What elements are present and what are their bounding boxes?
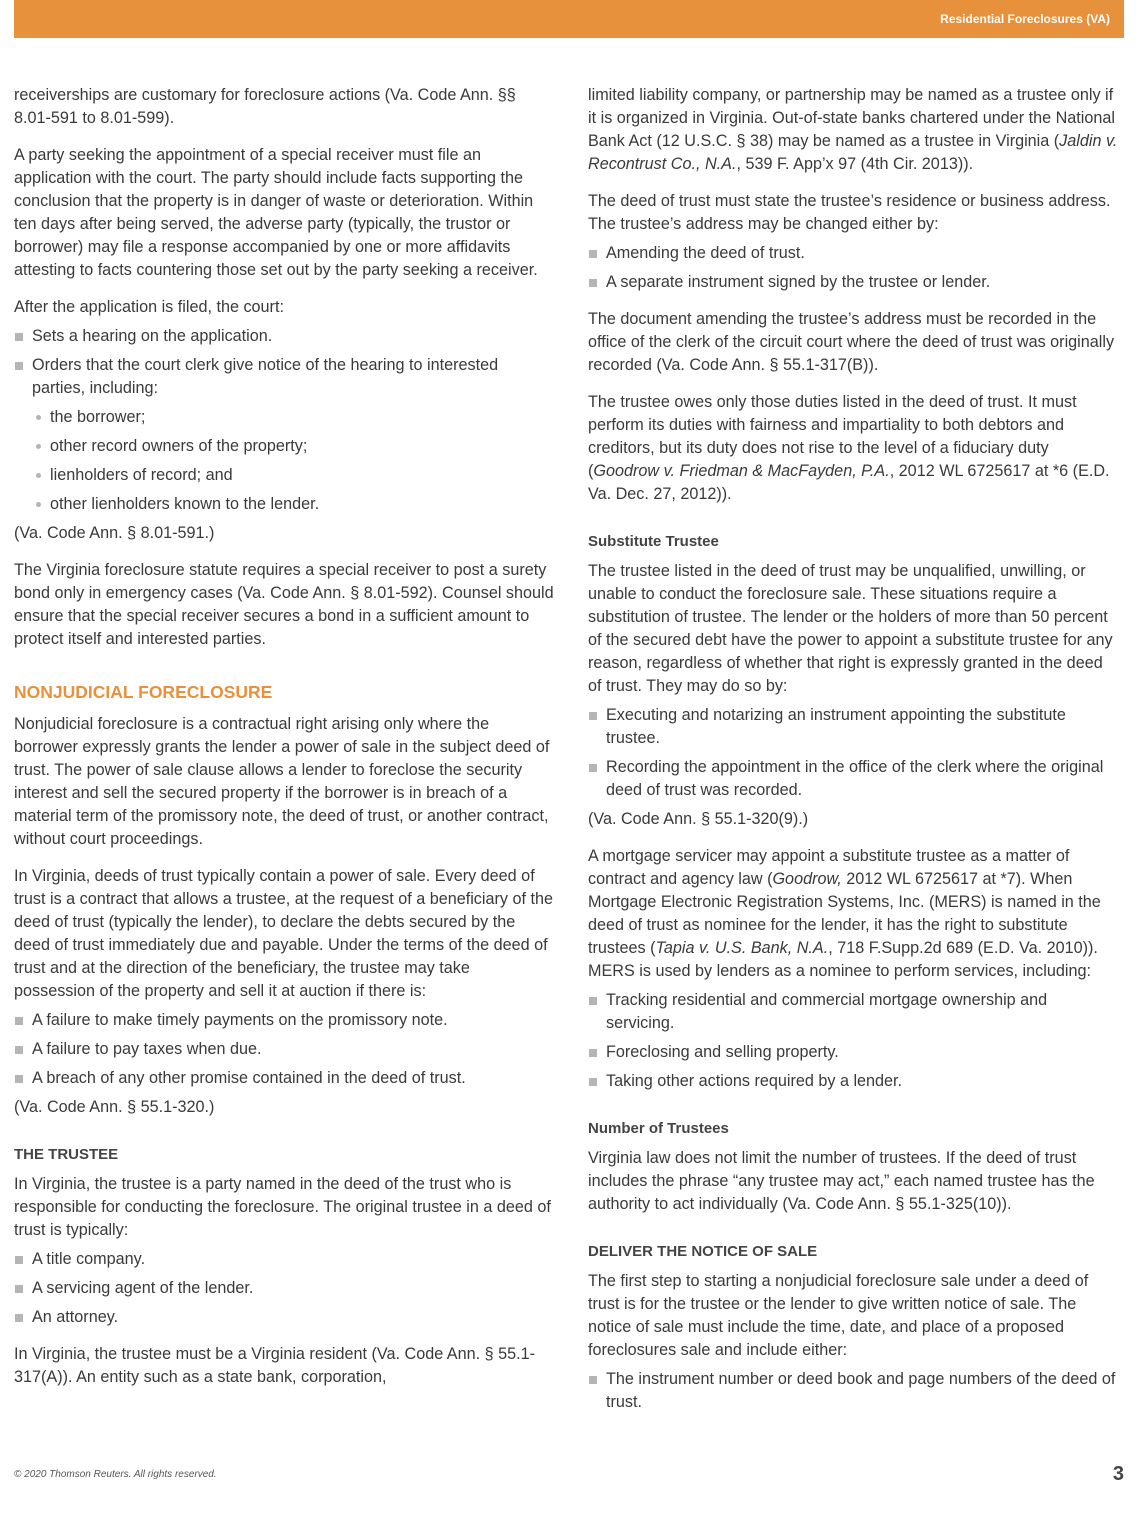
list-item: A failure to make timely payments on the promissory note.: [14, 1009, 554, 1032]
list-item: Taking other actions required by a lender.: [588, 1070, 1118, 1093]
notice-list: [588, 1368, 1118, 1414]
paragraph: A party seeking the appointment of a special receiver must file an application with the court. The party should include facts supporting the conclusion that the property is in danger of waste or deterioration. Within ten days after being served, the adverse party (typically, the trustor or borrower) may file a response accompanied by one or more affidavits attesting to facts countering those set out by the party seeking a receiver.: [14, 146, 538, 279]
citation: (Va. Code Ann. § 8.01-591.): [14, 524, 215, 542]
list-item: Foreclosing and selling property.: [588, 1041, 1118, 1064]
text: , 718 F.Supp.2d 689 (E.D. Va. 2010)). MERS is used by lenders as a nominee to perform services, including:: [588, 939, 1098, 980]
subsection-title: Substitute Trustee: [588, 533, 719, 550]
subsection-title: THE TRUSTEE: [14, 1146, 119, 1163]
list-item: the borrower;: [14, 406, 554, 429]
list-item: lienholders of record; and: [14, 464, 554, 487]
header-title: Residential Foreclosures (VA): [940, 12, 1110, 26]
subsection-title: Number of Trustees: [588, 1120, 729, 1137]
list-item-text: Orders that the court clerk give notice of the hearing to interested parties, including:: [32, 356, 499, 397]
trustees-list: [14, 1248, 554, 1329]
text: , 539 F. App’x 97 (4th Cir. 2013)).: [736, 155, 974, 173]
header-bar: [14, 0, 1124, 38]
list-item: Tracking residential and commercial mortgage ownership and servicing.: [588, 989, 1118, 1035]
mers-list: [588, 989, 1118, 1093]
parties-list: [14, 406, 554, 516]
list-item: Executing and notarizing an instrument appointing the substitute trustee.: [588, 704, 1118, 750]
list-item: other lienholders known to the lender.: [14, 493, 554, 516]
paragraph: The trustee listed in the deed of trust may be unqualified, unwilling, or unable to conduct the foreclosure sale. These situations require a substitution of trustee. The lender or the holders of more than 50 percent of the secured debt have the power to appoint a substitute trustee for any reason, regardless of whether that right is expressly granted in the deed of trust. They may do so by:: [588, 562, 1113, 695]
list-item: An attorney.: [14, 1306, 554, 1329]
text: , 2012 WL 6725617 at *6 (E.D. Va. Dec. 27, 2012)).: [588, 462, 1110, 503]
list-item: A servicing agent of the lender.: [14, 1277, 554, 1300]
list-item: Recording the appointment in the office of the clerk where the original deed of trust was recorded.: [588, 756, 1118, 802]
text: limited liability company, or partnership may be named as a trustee only if it is organized in Virginia. Out-of-state banks chartered under the National Bank Act (12 U.S.C. § 38) may be named as a trustee in Virginia (: [588, 86, 1115, 150]
citation: (Va. Code Ann. § 55.1-320(9).): [588, 810, 809, 828]
court-actions-list: [14, 325, 554, 516]
copyright: © 2020 Thomson Reuters. All rights reserved.: [14, 1469, 217, 1480]
paragraph: Virginia law does not limit the number of trustees. If the deed of trust includes the phrase “any trustee may act,” each named trustee has the authority to act individually (Va. Code Ann. § 55.1-325(10)).: [588, 1149, 1095, 1213]
paragraph: The deed of trust must state the trustee’s residence or business address. The trustee’s address may be changed either by:: [588, 192, 1111, 233]
paragraph: receiverships are customary for foreclosure actions (Va. Code Ann. §§ 8.01-591 to 8.01-599).: [14, 86, 516, 127]
list-item: A title company.: [14, 1248, 554, 1271]
page-number: 3: [1112, 1463, 1124, 1485]
text: The trustee owes only those duties listed in the deed of trust. It must perform its duties with fairness and impartiality to both debtors and creditors, but its duty does not rise to the level of a fiduciary duty (: [588, 393, 1077, 480]
citation: (Va. Code Ann. § 55.1-320.): [14, 1098, 215, 1116]
left-column: [14, 84, 554, 1403]
list-item: A breach of any other promise contained in the deed of trust.: [14, 1067, 554, 1090]
text: 2012 WL 6725617 at *7). When Mortgage Electronic Registration Systems, Inc. (MERS) is named in the deed of trust as nominee for the lender, it has the right to substitute trustees (: [588, 870, 1101, 957]
address-list: [588, 242, 1118, 294]
paragraph: [588, 845, 1118, 983]
paragraph: The document amending the trustee’s address must be recorded in the office of the clerk of the circuit court where the deed of trust was originally recorded (Va. Code Ann. § 55.1-317(B)).: [588, 310, 1115, 374]
failures-list: [14, 1009, 554, 1090]
right-column: [588, 84, 1118, 1420]
list-item: A separate instrument signed by the trustee or lender.: [588, 271, 1118, 294]
case-name: Goodrow,: [772, 870, 842, 888]
text: A mortgage servicer may appoint a substitute trustee as a matter of contract and agency law (: [588, 847, 1070, 888]
list-item: The instrument number or deed book and page numbers of the deed of trust.: [588, 1368, 1118, 1414]
list-item: [14, 354, 554, 516]
paragraph: In Virginia, the trustee must be a Virginia resident (Va. Code Ann. § 55.1-317(A)). An entity such as a state bank, corporation,: [14, 1345, 536, 1386]
list-item: other record owners of the property;: [14, 435, 554, 458]
paragraph: In Virginia, deeds of trust typically contain a power of sale. Every deed of trust is a contract that allows a trustee, at the request of a beneficiary of the deed of trust (typically the lender), to declare the debts secured by the deed of trust immediately due and payable. Under the terms of the deed of trust and at the direction of the beneficiary, the trustee may take possession of the property and sell it at auction if there is:: [14, 867, 553, 1000]
paragraph: [588, 391, 1118, 506]
list-item: Amending the deed of trust.: [588, 242, 1118, 265]
paragraph: In Virginia, the trustee is a party named in the deed of the trust who is responsible for conducting the foreclosure. The original trustee in a deed of trust is typically:: [14, 1175, 551, 1239]
paragraph: After the application is filed, the court:: [14, 298, 284, 316]
section-title: NONJUDICIAL FORECLOSURE: [14, 682, 273, 702]
case-name: Jaldin v. Recontrust Co., N.A.: [588, 132, 1118, 173]
case-name: Goodrow v. Friedman & MacFayden, P.A.: [593, 462, 890, 480]
list-item: Sets a hearing on the application.: [14, 325, 554, 348]
list-item: A failure to pay taxes when due.: [14, 1038, 554, 1061]
paragraph: [588, 84, 1118, 176]
paragraph: The first step to starting a nonjudicial foreclosure sale under a deed of trust is for the trustee or the lender to give written notice of sale. The notice of sale must include the time, date, and place of a proposed foreclosures sale and include either:: [588, 1272, 1089, 1359]
subsection-title: DELIVER THE NOTICE OF SALE: [588, 1243, 818, 1260]
case-name: Tapia v. U.S. Bank, N.A.: [655, 939, 829, 957]
paragraph: Nonjudicial foreclosure is a contractual right arising only where the borrower expressly grants the lender a power of sale in the subject deed of trust. The power of sale clause allows a lender to foreclose the security interest and sell the secured property if the borrower is in breach of a material term of the promissory note, the deed of trust, or another contract, without court proceedings.: [14, 715, 550, 848]
paragraph: The Virginia foreclosure statute requires a special receiver to post a surety bond only in emergency cases (Va. Code Ann. § 8.01-592). Counsel should ensure that the special receiver secures a bond in a sufficient amount to protect itself and interested parties.: [14, 561, 554, 648]
substitute-list: [588, 704, 1118, 802]
